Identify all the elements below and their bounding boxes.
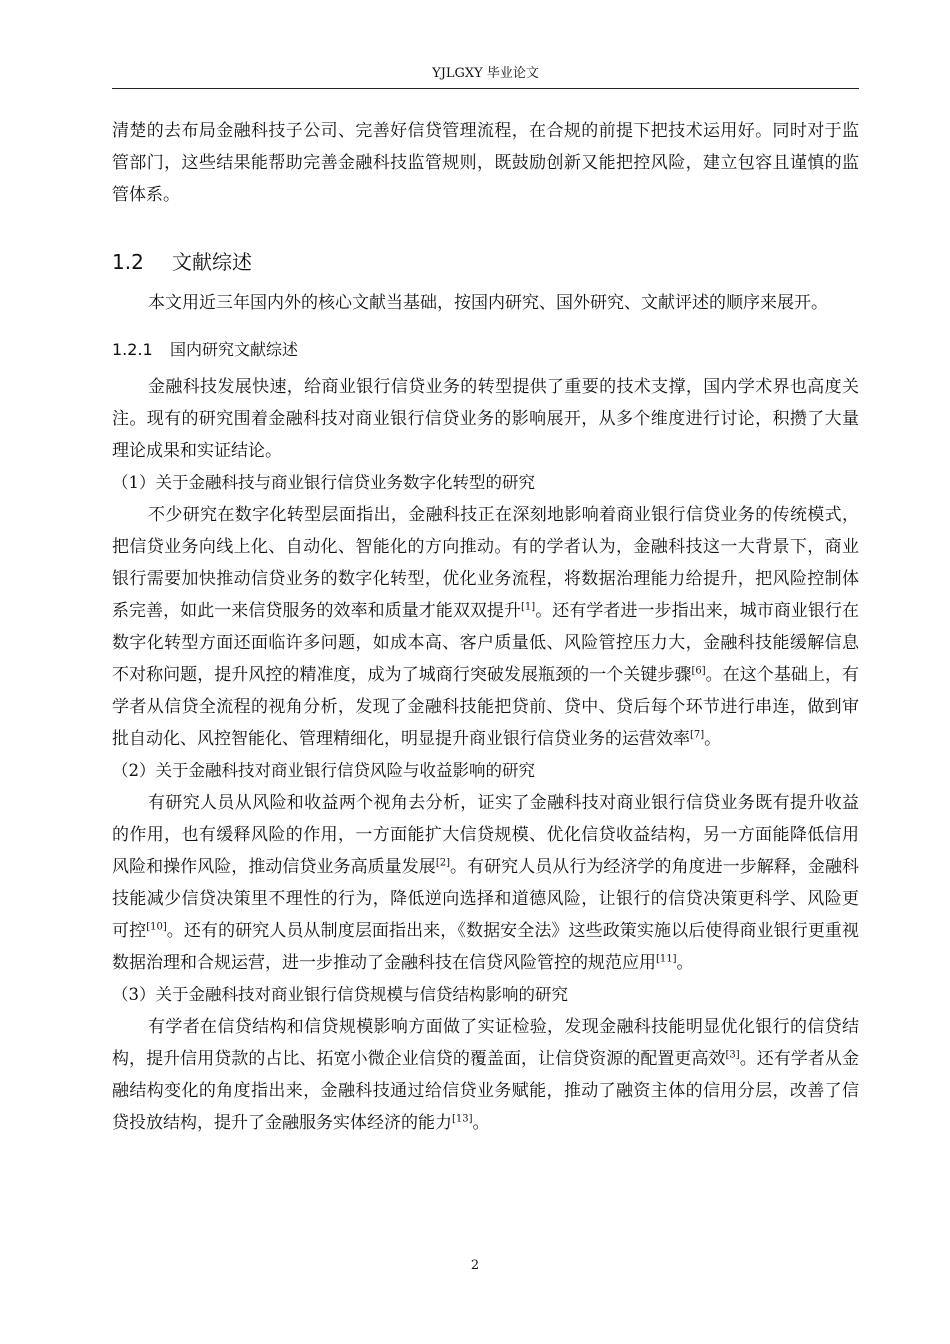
topic3-text-3: 。 xyxy=(472,1113,490,1133)
topic3-paragraph xyxy=(112,1011,859,1139)
topic2-paragraph xyxy=(112,787,859,979)
subsection-heading xyxy=(112,335,859,365)
topic3-heading: （3）关于金融科技对商业银行信贷规模与信贷结构影响的研究 xyxy=(112,985,568,1004)
subsection-number: 1.2.1 xyxy=(112,340,153,359)
topic2-text-1: 有研究人员从风险和收益两个视角去分析，证实了金融科技对商业银行信贷业务既有提升收益的作用，也有缓释风险的作用，一方面能扩大信贷规模、优化信贷收益结构，另一方面能降低信用风险和操作风险，推动信贷业务高质量发展 xyxy=(112,793,859,877)
topic1-text-1: 不少研究在数字化转型层面指出，金融科技正在深刻地影响着商业银行信贷业务的传统模式，把信贷业务向线上化、自动化、智能化的方向推动。有的学者认为，金融科技这一大背景下，商业银行需要加快推动信贷业务的数字化转型，优化业务流程，将数据治理能力给提升，把风险控制体系完善，如此一来信贷服务的效率和质量才能双双提升 xyxy=(112,505,859,621)
section-title: 文献综述 xyxy=(172,250,252,274)
citation: [10] xyxy=(146,921,167,933)
topic3-text-1: 有学者在信贷结构和信贷规模影响方面做了实证检验，发现金融科技能明显优化银行的信贷结构，提升信用贷款的占比、拓宽小微企业信贷的覆盖面，让信贷资源的配置更高效 xyxy=(112,1017,859,1069)
topic2-text-4: 。 xyxy=(676,953,694,973)
topic1-text-4: 。 xyxy=(704,729,722,749)
page-footer xyxy=(0,1258,950,1273)
topic1-paragraph xyxy=(112,499,859,755)
page-number: 2 xyxy=(470,1258,480,1273)
citation: [6] xyxy=(691,665,706,677)
topic1-text-2: 。还有学者进一步指出来，城市商业银行在数字化转型方面还面临许多问题，如成本高、客户质量低、风险管控压力大，金融科技能缓解信息不对称问题，提升风控的精准度，成为了城商行突破发展瓶颈的一个关键步骤 xyxy=(112,601,860,685)
section-intro: 本文用近三年国内外的核心文献当基础，按国内研究、国外研究、文献评述的顺序来展开。 xyxy=(148,293,828,313)
topic1-text-3: 。在这个基础上，有学者从信贷全流程的视角分析，发现了金融科技能把贷前、贷中、贷后每个环节进行串连，做到审批自动化、风控智能化、管理精细化，明显提升商业银行信贷业务的运营效率 xyxy=(112,665,860,749)
topic3-text-2: 。还有学者从金融结构变化的角度指出来，金融科技通过给信贷业务赋能，推动了融资主体的信用分层，改善了信贷投放结构，提升了金融服务实体经济的能力 xyxy=(112,1049,860,1133)
topic2-heading: （2）关于金融科技对商业银行信贷风险与收益影响的研究 xyxy=(112,761,535,780)
citation: [7] xyxy=(690,729,705,741)
citation: [11] xyxy=(656,953,677,965)
topic1-heading: （1）关于金融科技与商业银行信贷业务数字化转型的研究 xyxy=(112,473,535,492)
section-number: 1.2 xyxy=(112,250,144,274)
subsection-intro: 金融科技发展快速，给商业银行信贷业务的转型提供了重要的技术支撑，国内学术界也高度关注。现有的研究围着金融科技对商业银行信贷业务的影响展开，从多个维度进行讨论，积攒了大量理论成果和实证结论。 xyxy=(112,377,859,461)
intro-paragraph: 清楚的去布局金融科技子公司、完善好信贷管理流程，在合规的前提下把技术运用好。同时对于监管部门，这些结果能帮助完善金融科技监管规则，既鼓励创新又能把控风险，建立包容且谨慎的监管体系。 xyxy=(112,121,859,205)
citation: [1] xyxy=(521,601,536,613)
topic2-text-2: 。有研究人员从行为经济学的角度进一步解释，金融科技能减少信贷决策里不理性的行为，降低逆向选择和道德风险，让银行的信贷决策更科学、风险更可控 xyxy=(112,857,860,941)
page-body xyxy=(112,115,859,1139)
subsection-title: 国内研究文献综述 xyxy=(170,340,299,359)
page-header xyxy=(112,60,859,89)
citation: [3] xyxy=(725,1049,740,1061)
topic2-text-3: 。还有的研究人员从制度层面指出来，《数据安全法》这些政策实施以后使得商业银行更重视数据治理和合规运营，进一步推动了金融科技在信贷风险管控的规范应用 xyxy=(112,921,860,973)
section-heading xyxy=(112,245,859,279)
header-title: YJLGXY 毕业论文 xyxy=(432,66,539,81)
citation: [13] xyxy=(452,1113,473,1125)
citation: [2] xyxy=(435,857,450,869)
